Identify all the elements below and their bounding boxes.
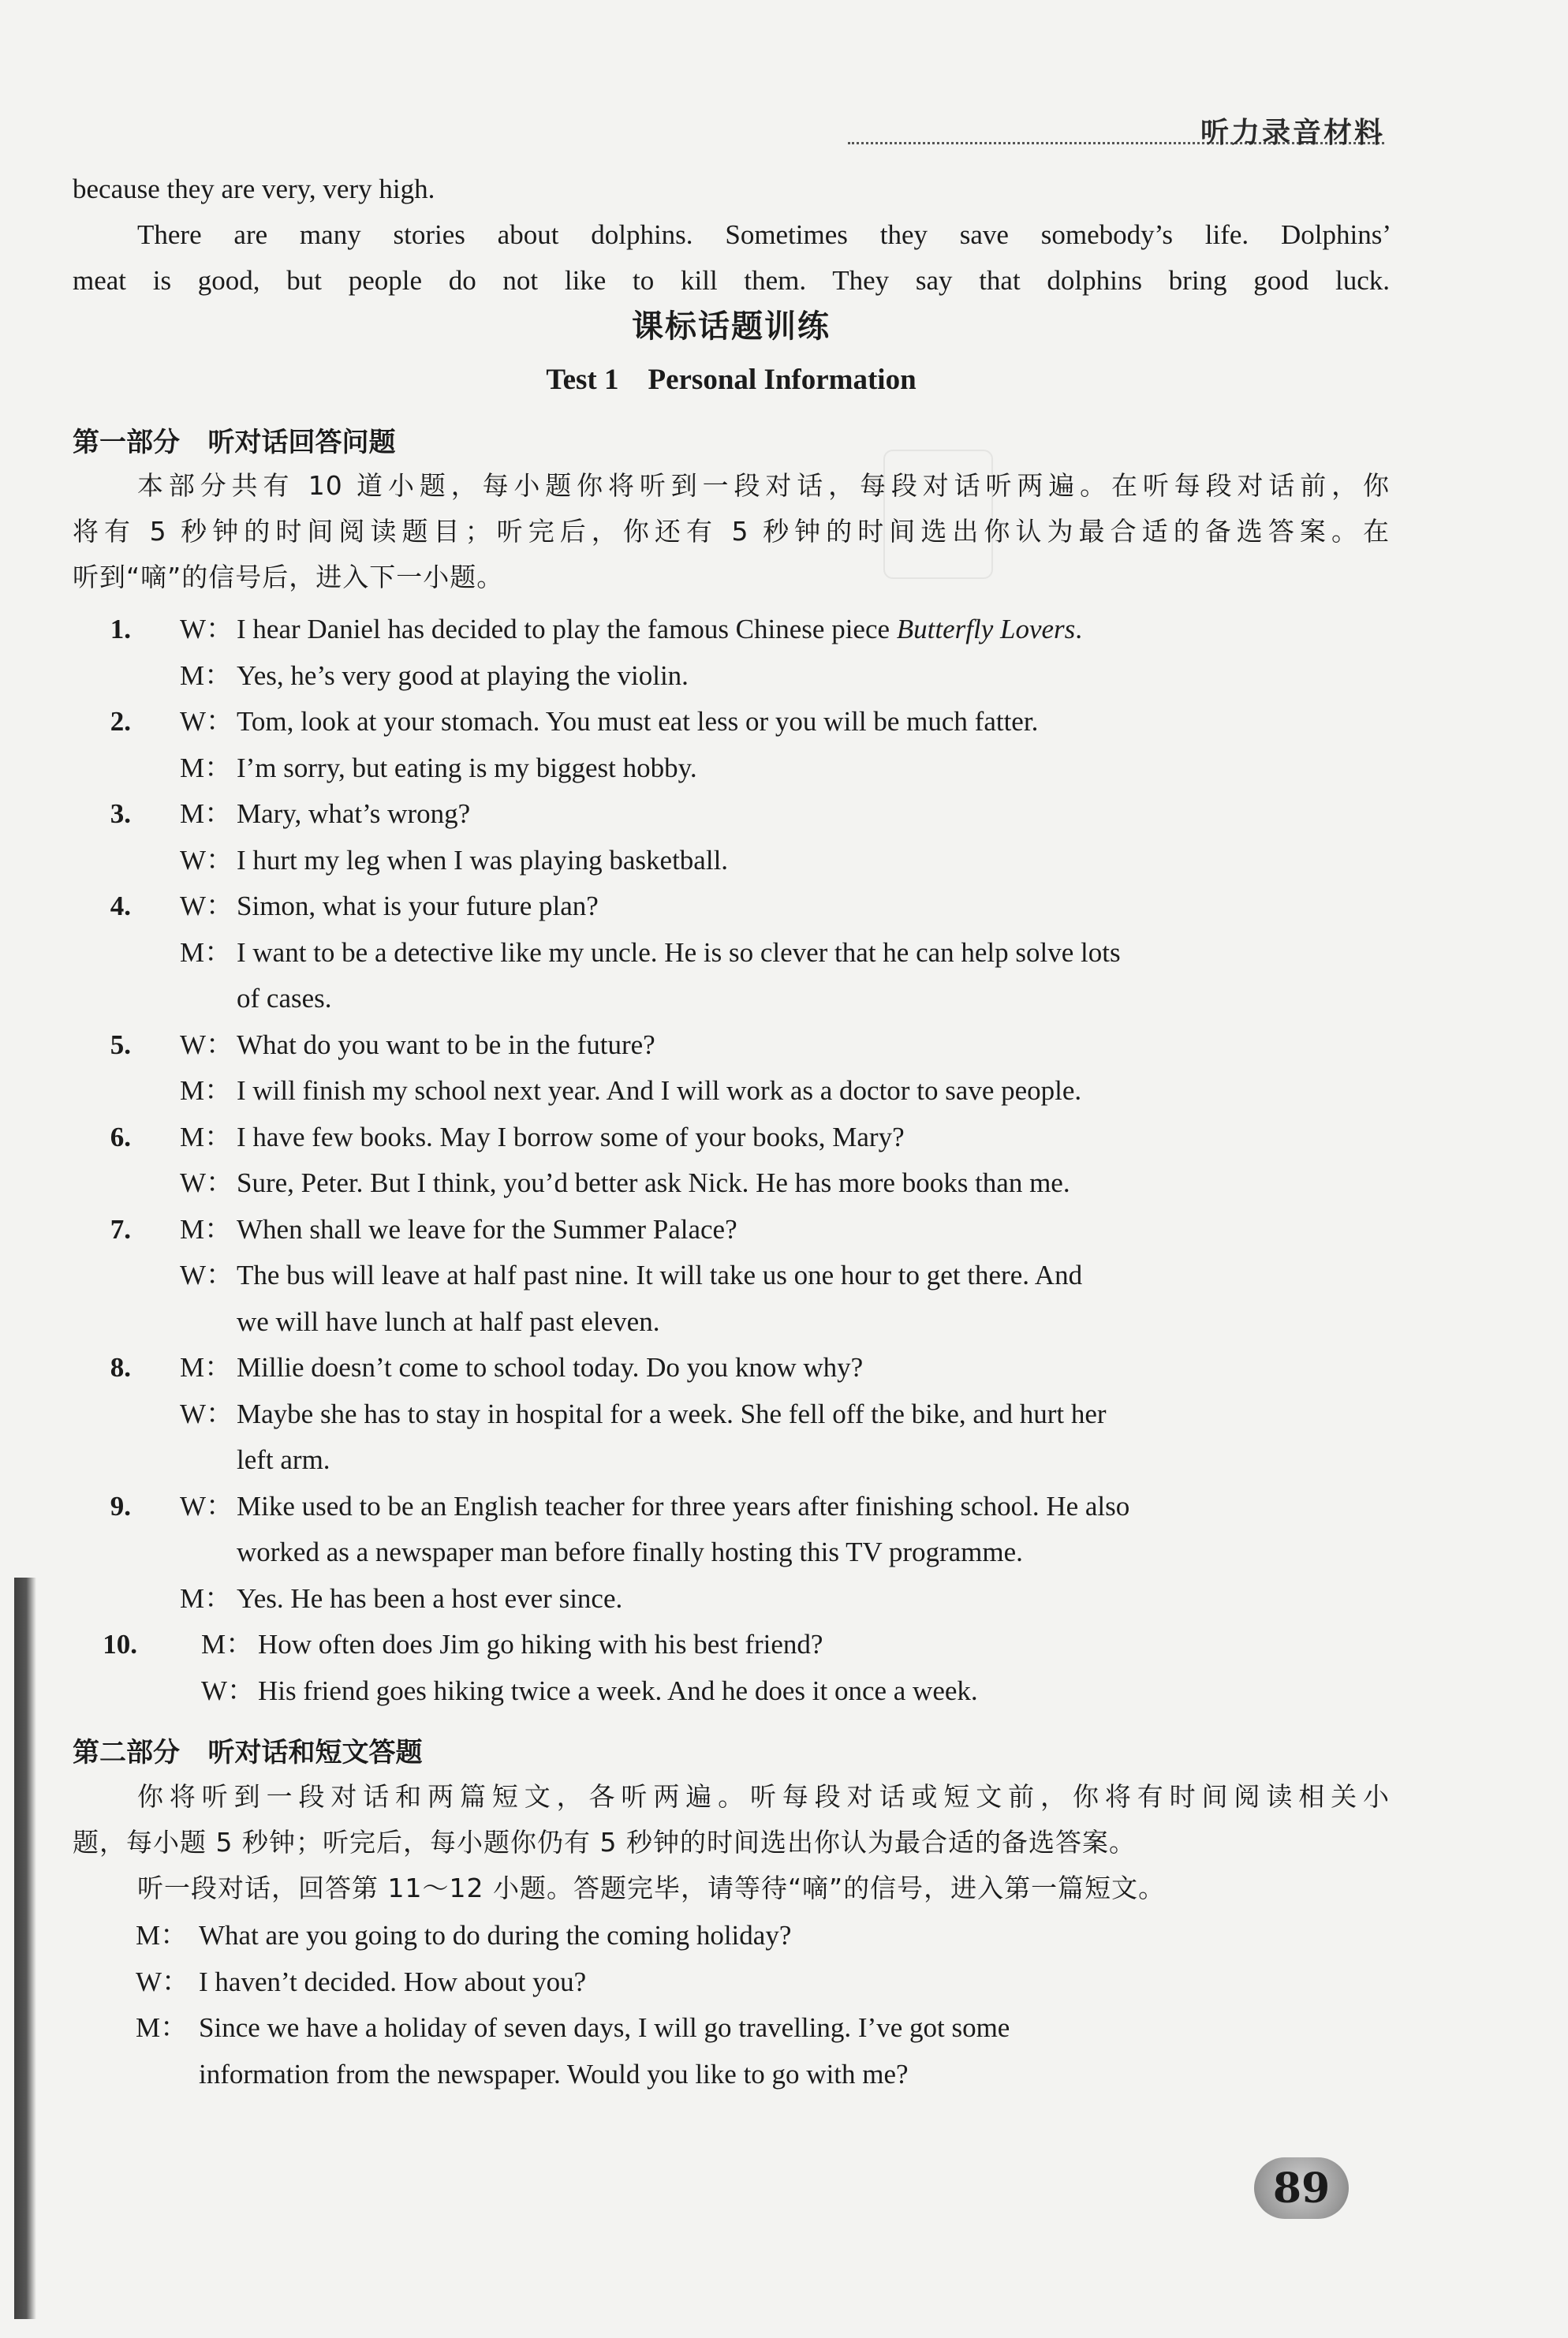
page-number: 89 bbox=[1254, 2157, 1349, 2219]
speaker-label: M： bbox=[180, 798, 233, 829]
dialogue-text: Mary, what’s wrong? bbox=[237, 798, 471, 829]
dialogue-text: I’m sorry, but eating is my biggest hobby. bbox=[237, 752, 697, 783]
dialogue-text: How often does Jim go hiking with his best friend? bbox=[258, 1629, 823, 1660]
part2-instruction-1: 你将听到一段对话和两篇短文，各听两遍。听每段对话或短文前，你将有时间阅读相关小 bbox=[137, 1781, 1390, 1812]
part2-instruction-2: 题，每小题 5 秒钟；听完后，每小题你仍有 5 秒钟的时间选出你认为最合适的备选答案。 bbox=[73, 1827, 1136, 1858]
dialogue-line: information from the newspaper. Would you like to go with me? bbox=[199, 2058, 909, 2090]
question-number: 2. bbox=[110, 706, 131, 737]
dialogue-line bbox=[237, 1486, 1129, 1527]
part1-instruction-3: 听到“嘀”的信号后，进入下一小题。 bbox=[73, 562, 504, 592]
dialogue-line bbox=[237, 886, 599, 927]
dialogue-line bbox=[237, 1394, 1107, 1435]
question-number: 5. bbox=[110, 1029, 131, 1060]
dialogue-text: The bus will leave at half past nine. It will take us one hour to get there. And bbox=[237, 1260, 1083, 1290]
speaker-label: W： bbox=[201, 1675, 256, 1706]
question-number: 8. bbox=[110, 1352, 131, 1383]
speaker-label: W： bbox=[136, 1966, 190, 1997]
speaker-label: M： bbox=[136, 1920, 189, 1951]
dialogue-text: I will finish my school next year. And I will work as a doctor to save people. bbox=[237, 1075, 1082, 1106]
dialogue-text: Millie doesn’t come to school today. Do you know why? bbox=[237, 1352, 864, 1383]
question-number: 1. bbox=[110, 614, 131, 644]
dialogue-line bbox=[237, 1302, 659, 1343]
dialogue-text: Tom, look at your stomach. You must eat less or you will be much fatter. bbox=[237, 706, 1039, 737]
piece-title: Butterfly Lovers bbox=[896, 614, 1076, 644]
dialogue-text: Maybe she has to stay in hospital for a week. She fell off the bike, and hurt her bbox=[237, 1398, 1107, 1429]
dialogue-line bbox=[258, 1671, 978, 1712]
dialogue-line bbox=[237, 1209, 737, 1250]
speaker-label: M： bbox=[180, 1121, 233, 1152]
dialogue-line bbox=[237, 1532, 1023, 1573]
dialogue-line bbox=[237, 1440, 330, 1481]
punctuation: . bbox=[1075, 614, 1083, 644]
part2-heading: 第二部分 听对话和短文答题 bbox=[73, 1737, 423, 1768]
dialogue-line: Since we have a holiday of seven days, I will go travelling. I’ve got some bbox=[199, 2012, 1010, 2043]
dialogue-line: What are you going to do during the coming holiday? bbox=[199, 1920, 792, 1951]
dialogue-line bbox=[237, 748, 697, 789]
dialogue-text: worked as a newspaper man before finally hosting this TV programme. bbox=[237, 1537, 1023, 1567]
speaker-label: W： bbox=[180, 1167, 234, 1198]
dialogue-line bbox=[237, 978, 332, 1019]
dialogue-text: of cases. bbox=[237, 983, 332, 1014]
part1-instruction-1: 本部分共有 10 道小题，每小题你将听到一段对话，每段对话听两遍。在听每段对话前，你 bbox=[137, 470, 1390, 501]
dialogue-text: Mike used to be an English teacher for three years after finishing school. He also bbox=[237, 1490, 1130, 1522]
section-title: 课标话题训练 bbox=[632, 308, 831, 345]
speaker-label: W： bbox=[180, 706, 234, 737]
question-number: 10. bbox=[103, 1629, 137, 1660]
part2-instruction-3: 听一段对话，回答第 11～12 小题。答题完毕，请等待“嘀”的信号，进入第一篇短文。 bbox=[137, 1873, 1166, 1903]
dialogue-text: I hear Daniel has decided to play the famous Chinese piece bbox=[237, 614, 897, 644]
speaker-label: M： bbox=[180, 659, 233, 691]
question-number: 7. bbox=[110, 1213, 131, 1245]
speaker-label: W： bbox=[180, 614, 234, 644]
speaker-label: M： bbox=[136, 2012, 189, 2043]
dialogue-text: Yes, he’s very good at playing the violin. bbox=[237, 659, 689, 691]
dialogue-line bbox=[237, 1578, 622, 1619]
question-number: 6. bbox=[110, 1121, 131, 1152]
intro-line-3: meat is good, but people do not like to kill them. They say that dolphins bring good luck. bbox=[73, 265, 1390, 296]
dialogue-text: Sure, Peter. But I think, you’d better ask Nick. He has more books than me. bbox=[237, 1167, 1070, 1198]
dialogue-line bbox=[237, 840, 728, 881]
speaker-label: W： bbox=[180, 1260, 234, 1290]
dialogue-line bbox=[258, 1624, 823, 1665]
dialogue-line bbox=[237, 1025, 655, 1066]
question-number: 4. bbox=[110, 891, 131, 921]
dialogue-line bbox=[237, 1347, 863, 1388]
part1-instruction-2: 将有 5 秒钟的时间阅读题目；听完后，你还有 5 秒钟的时间选出你认为最合适的备选答案。在 bbox=[73, 516, 1390, 547]
speaker-label: M： bbox=[180, 936, 233, 968]
binding-edge-shadow bbox=[14, 1578, 36, 2319]
intro-line-1: because they are very, very high. bbox=[73, 174, 435, 204]
test-title: Test 1 Personal Information bbox=[546, 364, 917, 396]
dialogue-line bbox=[237, 1117, 905, 1158]
speaker-label: M： bbox=[180, 1352, 233, 1383]
dialogue-text: What do you want to be in the future? bbox=[237, 1029, 655, 1060]
intro-line-2: There are many stories about dolphins. Sometimes they save somebody’s life. Dolphins’ bbox=[137, 219, 1391, 250]
dialogue-text: When shall we leave for the Summer Palace? bbox=[237, 1213, 737, 1245]
dialogue-text: I hurt my leg when I was playing basketball. bbox=[237, 844, 729, 876]
speaker-label: W： bbox=[180, 1490, 234, 1522]
speaker-label: W： bbox=[180, 891, 234, 921]
speaker-label: M： bbox=[180, 1582, 233, 1614]
dialogue-text: I have few books. May I borrow some of your books, Mary? bbox=[237, 1121, 905, 1152]
dialogue-line bbox=[237, 609, 1082, 650]
speaker-label: M： bbox=[201, 1629, 254, 1660]
dialogue-text: His friend goes hiking twice a week. And he does it once a week. bbox=[258, 1675, 978, 1706]
speaker-label: W： bbox=[180, 844, 234, 876]
dialogue-line bbox=[237, 1255, 1082, 1296]
dialogue-text: Yes. He has been a host ever since. bbox=[237, 1582, 623, 1614]
dialogue-line: I haven’t decided. How about you? bbox=[199, 1966, 587, 1997]
speaker-label: M： bbox=[180, 752, 233, 783]
part1-heading: 第一部分 听对话回答问题 bbox=[73, 427, 396, 458]
question-number: 9. bbox=[110, 1490, 131, 1522]
dialogue-text: left arm. bbox=[237, 1444, 330, 1475]
dialogue-line bbox=[237, 1070, 1081, 1111]
dialogue-line bbox=[237, 794, 470, 835]
speaker-label: M： bbox=[180, 1213, 233, 1245]
question-number: 3. bbox=[110, 798, 131, 829]
running-header: 听力录音材料 bbox=[1200, 117, 1385, 149]
dialogue-text: we will have lunch at half past eleven. bbox=[237, 1305, 660, 1337]
dialogue-line bbox=[237, 932, 1121, 973]
dialogue-text: I want to be a detective like my uncle. He is so clever that he can help solve lots bbox=[237, 936, 1121, 968]
speaker-label: W： bbox=[180, 1398, 234, 1429]
speaker-label: M： bbox=[180, 1075, 233, 1106]
speaker-label: W： bbox=[180, 1029, 234, 1060]
dialogue-line bbox=[237, 1163, 1070, 1204]
dialogue-line bbox=[237, 701, 1038, 742]
dialogue-text: Simon, what is your future plan? bbox=[237, 891, 599, 921]
dialogue-line bbox=[237, 655, 689, 697]
